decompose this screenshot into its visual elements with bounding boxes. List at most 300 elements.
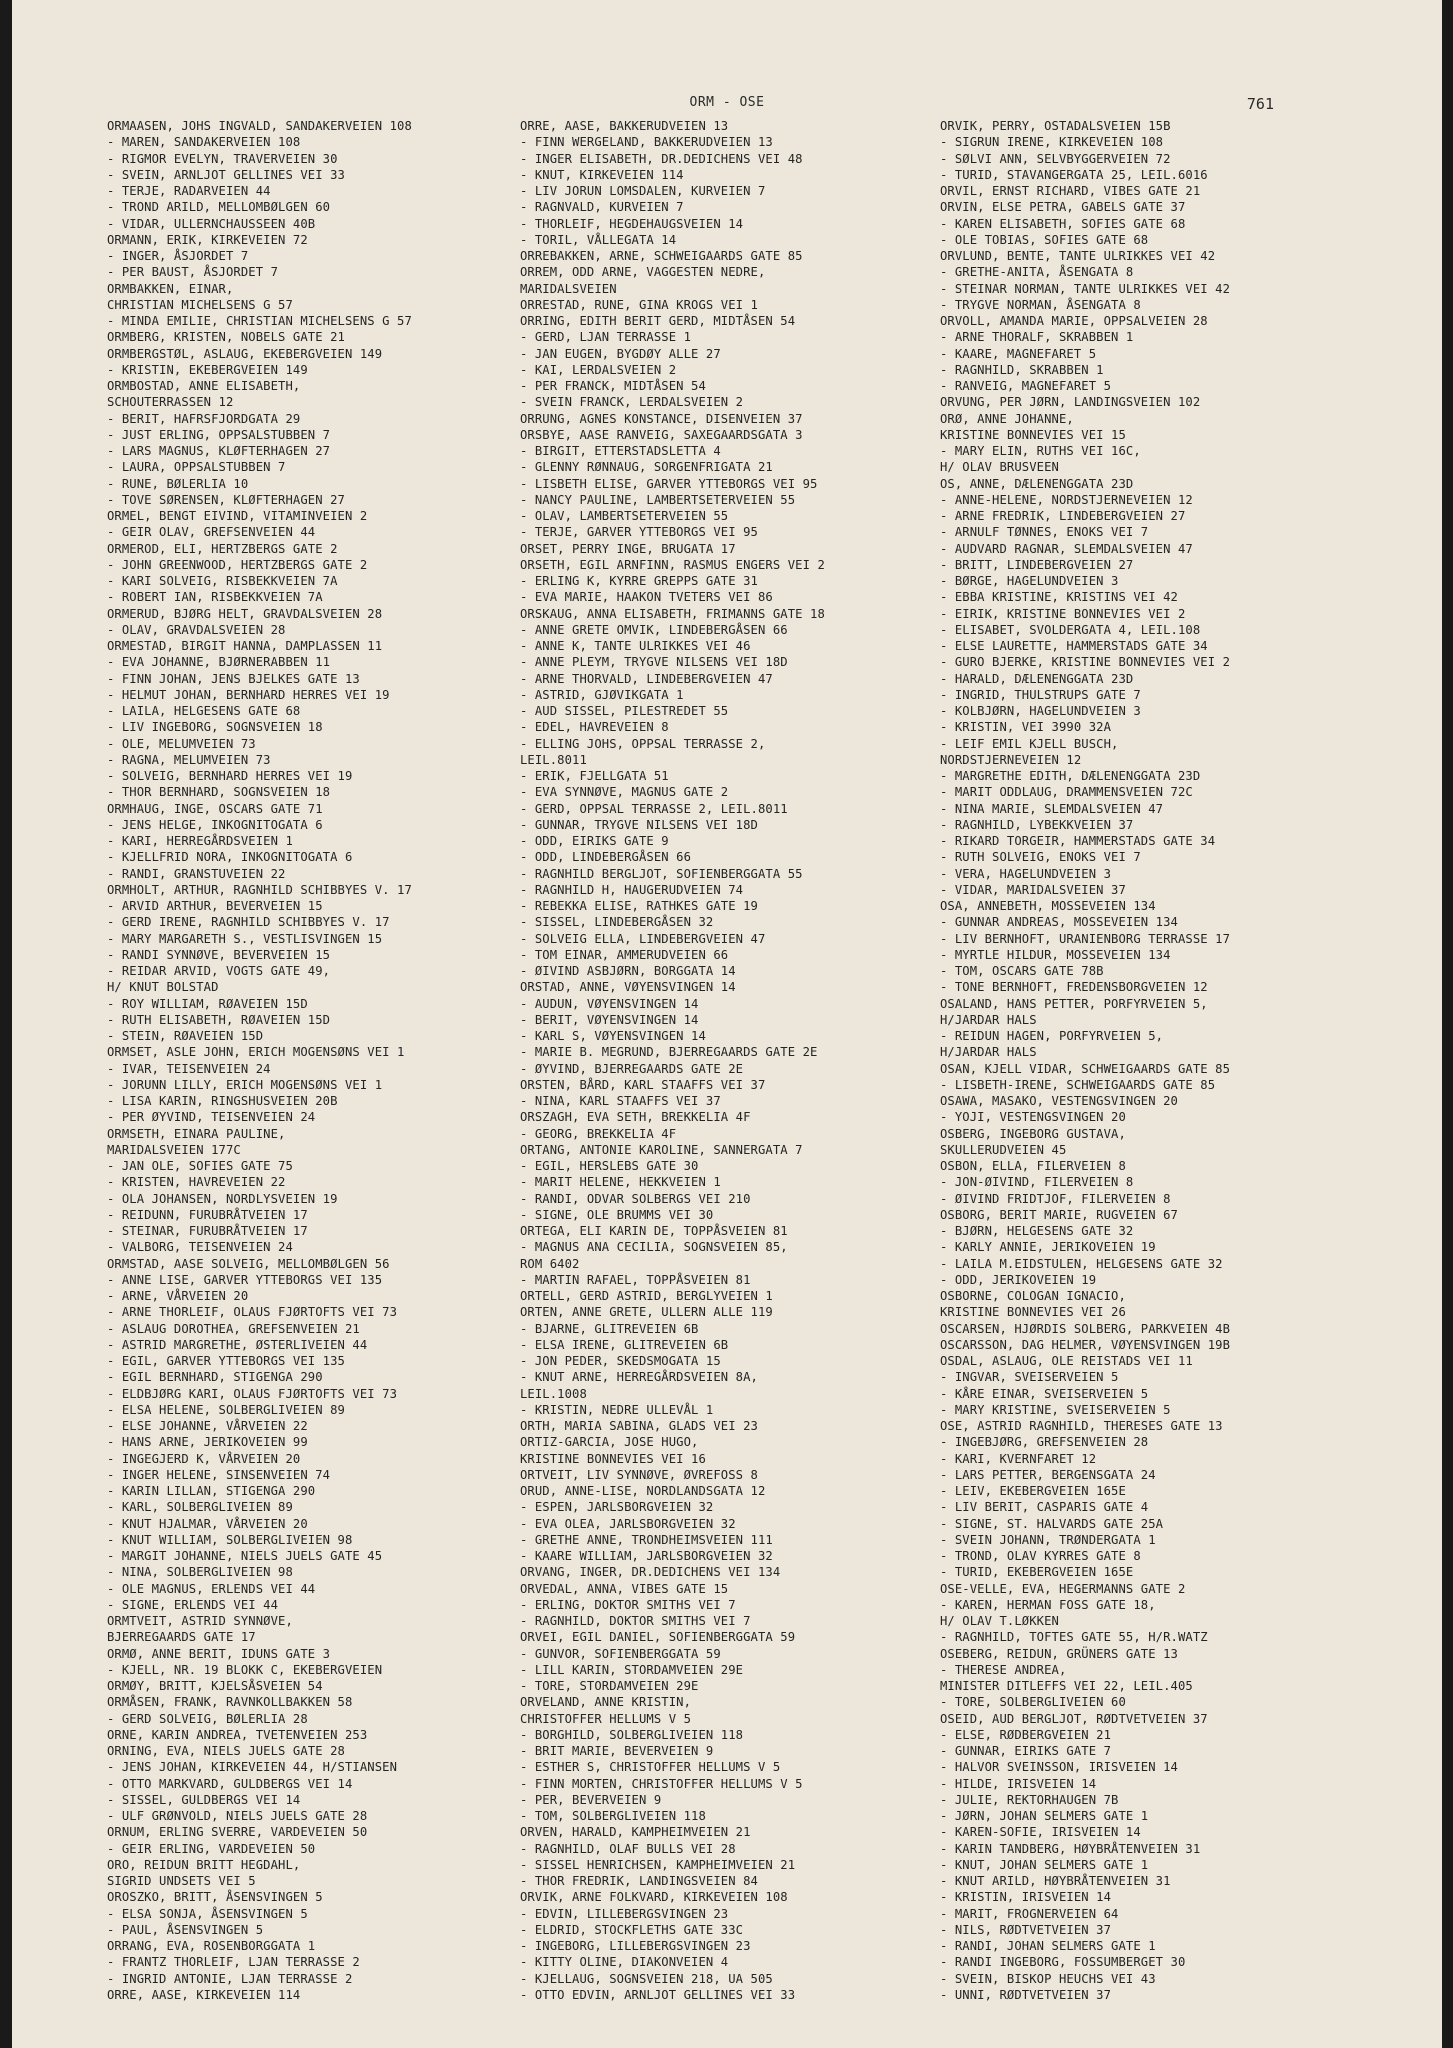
directory-entry: - ELSE, RØDBERGVEIEN 21 xyxy=(940,1727,1112,1742)
directory-entry: LEIL.1008 xyxy=(520,1386,587,1401)
directory-entry: - KNUT ARNE, HERREGÅRDSVEIEN 8A, xyxy=(520,1370,758,1385)
directory-entry: ORVANG, INGER, DR.DEDICHENS VEI 134 xyxy=(520,1565,781,1580)
directory-entry: - TORIL, VÅLLEGATA 14 xyxy=(520,232,677,247)
directory-entry: ORMHOLT, ARTHUR, RAGNHILD SCHIBBYES V. 17 xyxy=(107,882,412,897)
directory-entry: - KÅRE EINAR, SVEISERVEIEN 5 xyxy=(940,1386,1149,1401)
directory-entry: - NINA, SOLBERGLIVEIEN 98 xyxy=(107,1565,293,1580)
directory-entry: OSDAL, ASLAUG, OLE REISTADS VEI 11 xyxy=(940,1354,1193,1368)
directory-entry: - INGRID ANTONIE, LJAN TERRASSE 2 xyxy=(107,1971,353,1986)
directory-entry: ORTIZ-GARCIA, JOSE HUGO, xyxy=(520,1435,699,1450)
directory-entry: - GUNNAR, TRYGVE NILSENS VEI 18D xyxy=(520,817,758,832)
directory-entry: SKULLERUDVEIEN 45 xyxy=(940,1142,1067,1157)
directory-entry: - KARIN TANDBERG, HØYBRÅTENVEIEN 31 xyxy=(940,1841,1201,1856)
directory-entry: - BERIT, HAFRSFJORDGATA 29 xyxy=(107,411,301,426)
directory-entry: - TORE, SOLBERGLIVEIEN 60 xyxy=(940,1695,1126,1710)
directory-entry: - GEIR OLAV, GREFSENVEIEN 44 xyxy=(107,525,316,540)
directory-entry: - GRETHE-ANITA, ÅSENGATA 8 xyxy=(940,265,1134,280)
directory-entry: - SOLVEIG, BERNHARD HERRES VEI 19 xyxy=(107,769,353,783)
directory-entry: - HELMUT JOHAN, BERNHARD HERRES VEI 19 xyxy=(107,687,390,702)
directory-entry: - KNUT HJALMAR, VÅRVEIEN 20 xyxy=(107,1516,308,1531)
directory-entry: - RAGNVALD, KURVEIEN 7 xyxy=(520,200,684,215)
directory-entry: ORMHAUG, INGE, OSCARS GATE 71 xyxy=(107,801,323,816)
directory-entry: - BRIT MARIE, BEVERVEIEN 9 xyxy=(520,1744,714,1758)
directory-entry: - NINA MARIE, SLEMDALSVEIEN 47 xyxy=(940,801,1164,816)
directory-entry: OSBERG, INGEBORG GUSTAVA, xyxy=(940,1126,1126,1141)
directory-entry: - ASTRID, GJØVIKGATA 1 xyxy=(520,687,684,702)
directory-entry: - SISSEL, LINDEBERGÅSEN 32 xyxy=(520,915,714,930)
directory-entry: - INGER HELENE, SINSENVEIEN 74 xyxy=(107,1467,331,1482)
directory-entry: - KAI, LERDALSVEIEN 2 xyxy=(520,362,677,377)
directory-entry: - BERIT, VØYENSVINGEN 14 xyxy=(520,1012,699,1027)
directory-entry: OSBON, ELLA, FILERVEIEN 8 xyxy=(940,1159,1126,1173)
directory-entry: - TURID, STAVANGERGATA 25, LEIL.6016 xyxy=(940,167,1208,182)
directory-entry: OSCARSEN, HJØRDIS SOLBERG, PARKVEIEN 4B xyxy=(940,1321,1231,1336)
directory-entry: - MARGIT JOHANNE, NIELS JUELS GATE 45 xyxy=(107,1549,383,1563)
directory-entry: - OLE TOBIAS, SOFIES GATE 68 xyxy=(940,232,1149,247)
directory-entry: - JENS JOHAN, KIRKEVEIEN 44, H/STIANSEN xyxy=(107,1760,398,1775)
directory-entry: - SIGNE, ST. HALVARDS GATE 25A xyxy=(940,1516,1164,1531)
directory-entry: - TERJE, GARVER YTTEBORGS VEI 95 xyxy=(520,525,758,540)
directory-entry: - GEORG, BREKKELIA 4F xyxy=(520,1126,677,1141)
directory-entry: ORVEDAL, ANNA, VIBES GATE 15 xyxy=(520,1581,729,1596)
directory-entry: ORMTVEIT, ASTRID SYNNØVE, xyxy=(107,1614,293,1628)
directory-entry: - GERD, OPPSAL TERRASSE 2, LEIL.8011 xyxy=(520,801,788,816)
directory-entry: - INGEGJERD K, VÅRVEIEN 20 xyxy=(107,1451,301,1466)
directory-entry: - PER BAUST, ÅSJORDET 7 xyxy=(107,265,279,280)
directory-page xyxy=(12,0,1442,2048)
directory-entry: ORMÅSEN, FRANK, RAVNKOLLBAKKEN 58 xyxy=(107,1695,353,1710)
directory-entry: - EVA OLEA, JARLSBORGVEIEN 32 xyxy=(520,1516,736,1531)
directory-entry: - THOR BERNHARD, SOGNSVEIEN 18 xyxy=(107,785,331,800)
directory-entry: - TOM, OSCARS GATE 78B xyxy=(940,964,1104,978)
directory-entry: ORMANN, ERIK, KIRKEVEIEN 72 xyxy=(107,232,308,247)
directory-entry: ORSETH, EGIL ARNFINN, RASMUS ENGERS VEI 2 xyxy=(520,557,825,572)
directory-entry: - MARGRETHE EDITH, DÆLENENGGATA 23D xyxy=(940,769,1201,783)
directory-entry: ORTELL, GERD ASTRID, BERGLYVEIEN 1 xyxy=(520,1289,773,1303)
directory-entry: - RIKARD TORGEIR, HAMMERSTADS GATE 34 xyxy=(940,834,1216,848)
directory-entry: - ARNE THORALF, SKRABBEN 1 xyxy=(940,330,1134,345)
directory-entry: ORVOLL, AMANDA MARIE, OPPSALVEIEN 28 xyxy=(940,314,1208,328)
directory-entry: ORNING, EVA, NIELS JUELS GATE 28 xyxy=(107,1744,345,1758)
directory-entry: ORVELAND, ANNE KRISTIN, xyxy=(520,1695,692,1710)
directory-entry: - REBEKKA ELISE, RATHKES GATE 19 xyxy=(520,899,758,913)
directory-entry: - MARY MARGARETH S., VESTLISVINGEN 15 xyxy=(107,931,383,946)
directory-entry: - KAREN, HERMAN FOSS GATE 18, xyxy=(940,1597,1156,1612)
directory-entry: - EVA MARIE, HAAKON TVETERS VEI 86 xyxy=(520,590,773,605)
directory-entry: ORVEI, EGIL DANIEL, SOFIENBERGGATA 59 xyxy=(520,1630,796,1645)
directory-entry: CHRISTIAN MICHELSENS G 57 xyxy=(107,297,293,312)
directory-entry: - PER FRANCK, MIDTÅSEN 54 xyxy=(520,379,706,393)
directory-entry: MARIDALSVEIEN 177C xyxy=(107,1142,241,1157)
directory-entry: - HILDE, IRISVEIEN 14 xyxy=(940,1776,1097,1791)
directory-entry: - NINA, KARL STAAFFS VEI 37 xyxy=(520,1094,721,1108)
directory-entry: - STEINAR NORMAN, TANTE ULRIKKES VEI 42 xyxy=(940,281,1231,296)
directory-entry: - REIDUNN, FURUBRÅTVEIEN 17 xyxy=(107,1207,308,1222)
directory-entry: - OTTO EDVIN, ARNLJOT GELLINES VEI 33 xyxy=(520,1987,796,2002)
directory-entry: KRISTINE BONNEVIES VEI 15 xyxy=(940,427,1126,442)
directory-entry: - JOHN GREENWOOD, HERTZBERGS GATE 2 xyxy=(107,557,368,572)
directory-entry: - VERA, HAGELUNDVEIEN 3 xyxy=(940,866,1112,881)
directory-entry: - ULF GRØNVOLD, NIELS JUELS GATE 28 xyxy=(107,1809,368,1823)
directory-entry: - MARIE B. MEGRUND, BJERREGAARDS GATE 2E xyxy=(520,1045,818,1060)
directory-entry: - TROND, OLAV KYRRES GATE 8 xyxy=(940,1549,1141,1563)
directory-entry: - EDEL, HAVREVEIEN 8 xyxy=(520,720,669,735)
page-number: 761 xyxy=(1246,95,1274,113)
directory-entry: - JUST ERLING, OPPSALSTUBBEN 7 xyxy=(107,427,331,442)
directory-entry: - ELISABET, SVOLDERGATA 4, LEIL.108 xyxy=(940,622,1201,637)
directory-entry: CHRISTOFFER HELLUMS V 5 xyxy=(520,1711,692,1726)
directory-entry: - RANVEIG, MAGNEFARET 5 xyxy=(940,379,1112,393)
directory-entry: ORMØY, BRITT, KJELSÅSVEIEN 54 xyxy=(107,1679,323,1693)
directory-entry: - EVA JOHANNE, BJØRNERABBEN 11 xyxy=(107,655,331,670)
directory-entry: - BØRGE, HAGELUNDVEIEN 3 xyxy=(940,574,1119,588)
directory-entry: - RANDI, ODVAR SOLBERGS VEI 210 xyxy=(520,1191,751,1206)
directory-entry: - MINDA EMILIE, CHRISTIAN MICHELSENS G 57 xyxy=(107,314,412,328)
directory-entry: ORSBYE, AASE RANVEIG, SAXEGAARDSGATA 3 xyxy=(520,427,803,442)
directory-entry: - RAGNHILD H, HAUGERUDVEIEN 74 xyxy=(520,882,744,897)
directory-entry: - SIGNE, ERLENDS VEI 44 xyxy=(107,1597,279,1612)
directory-entry: ORRANG, EVA, ROSENBORGGATA 1 xyxy=(107,1939,316,1953)
directory-column-2 xyxy=(520,118,920,2003)
directory-entry: ORRING, EDITH BERIT GERD, MIDTÅSEN 54 xyxy=(520,314,796,328)
directory-entry: - LEIF EMIL KJELL BUSCH, xyxy=(940,736,1119,751)
directory-entry: - TOM EINAR, AMMERUDVEIEN 66 xyxy=(520,947,729,962)
directory-entry: - ODD, JERIKOVEIEN 19 xyxy=(940,1272,1097,1287)
directory-entry: - TONE BERNHOFT, FREDENSBORGVEIEN 12 xyxy=(940,980,1208,995)
directory-entry: - LEIV, EKEBERGVEIEN 165E xyxy=(940,1484,1126,1498)
directory-entry: - RIGMOR EVELYN, TRAVERVEIEN 30 xyxy=(107,151,338,166)
directory-entry: - NANCY PAULINE, LAMBERTSETERVEIEN 55 xyxy=(520,492,796,507)
directory-entry: - KJELLFRID NORA, INKOGNITOGATA 6 xyxy=(107,850,353,865)
directory-entry: - EIRIK, KRISTINE BONNEVIES VEI 2 xyxy=(940,606,1186,621)
directory-entry: - IVAR, TEISENVEIEN 24 xyxy=(107,1061,271,1076)
directory-entry: LEIL.8011 xyxy=(520,752,587,767)
directory-entry: - VALBORG, TEISENVEIEN 24 xyxy=(107,1240,293,1255)
directory-entry: - ANNE-HELENE, NORDSTJERNEVEIEN 12 xyxy=(940,492,1193,507)
directory-entry: - MAGNUS ANA CECILIA, SOGNSVEIEN 85, xyxy=(520,1240,788,1255)
directory-entry: ORMBERG, KRISTEN, NOBELS GATE 21 xyxy=(107,330,345,345)
directory-entry: OSA, ANNEBETH, MOSSEVEIEN 134 xyxy=(940,899,1156,913)
page-header-range: ORM - OSE xyxy=(689,95,765,110)
directory-entry: ORRUNG, AGNES KONSTANCE, DISENVEIEN 37 xyxy=(520,411,803,426)
directory-entry: - AUD SISSEL, PILESTREDET 55 xyxy=(520,704,729,718)
directory-entry: - ELSA SONJA, ÅSENSVINGEN 5 xyxy=(107,1906,308,1921)
directory-entry: - ARNE FREDRIK, LINDEBERGVEIEN 27 xyxy=(940,509,1186,523)
directory-entry: - ERLING K, KYRRE GREPPS GATE 31 xyxy=(520,574,758,588)
directory-entry: - SVEIN, ARNLJOT GELLINES VEI 33 xyxy=(107,167,345,182)
directory-entry: - LARS MAGNUS, KLØFTERHAGEN 27 xyxy=(107,444,331,458)
directory-entry: - ELSA IRENE, GLITREVEIEN 6B xyxy=(520,1337,729,1352)
directory-entry: - HANS ARNE, JERIKOVEIEN 99 xyxy=(107,1435,308,1450)
directory-entry: OSAWA, MASAKO, VESTENGSVINGEN 20 xyxy=(940,1094,1178,1108)
directory-entry: ORTANG, ANTONIE KAROLINE, SANNERGATA 7 xyxy=(520,1142,803,1157)
directory-entry: - LIV JORUN LOMSDALEN, KURVEIEN 7 xyxy=(520,184,766,198)
directory-entry: OROSZKO, BRITT, ÅSENSVINGEN 5 xyxy=(107,1890,323,1905)
directory-entry: - FINN MORTEN, CHRISTOFFER HELLUMS V 5 xyxy=(520,1776,803,1791)
directory-entry: - KITTY OLINE, DIAKONVEIEN 4 xyxy=(520,1955,729,1970)
directory-entry: - ROBERT IAN, RISBEKKVEIEN 7A xyxy=(107,590,323,605)
directory-entry: - RANDI, JOHAN SELMERS GATE 1 xyxy=(940,1939,1156,1953)
directory-entry: ORMEL, BENGT EIVIND, VITAMINVEIEN 2 xyxy=(107,509,368,523)
directory-entry: - ANNE LISE, GARVER YTTEBORGS VEI 135 xyxy=(107,1272,383,1287)
directory-entry: - EGIL, HERSLEBS GATE 30 xyxy=(520,1159,699,1173)
directory-entry: - VIDAR, MARIDALSVEIEN 37 xyxy=(940,882,1126,897)
directory-entry: MARIDALSVEIEN xyxy=(520,281,617,296)
directory-entry: - FRANTZ THORLEIF, LJAN TERRASSE 2 xyxy=(107,1955,360,1970)
directory-entry: - ASTRID MARGRETHE, ØSTERLIVEIEN 44 xyxy=(107,1337,368,1352)
directory-entry: - LAURA, OPPSALSTUBBEN 7 xyxy=(107,460,286,475)
directory-entry: - GUNNAR ANDREAS, MOSSEVEIEN 134 xyxy=(940,915,1178,930)
directory-entry: - SVEIN, BISKOP HEUCHS VEI 43 xyxy=(940,1971,1156,1986)
directory-entry: SCHOUTERRASSEN 12 xyxy=(107,395,234,410)
directory-entry: - PER ØYVIND, TEISENVEIEN 24 xyxy=(107,1110,316,1125)
directory-entry: - JORUNN LILLY, ERICH MOGENSØNS VEI 1 xyxy=(107,1077,383,1092)
directory-entry: OS, ANNE, DÆLENENGGATA 23D xyxy=(940,476,1134,491)
directory-entry: - FINN WERGELAND, BAKKERUDVEIEN 13 xyxy=(520,135,773,150)
directory-entry: - LIV INGEBORG, SOGNSVEIEN 18 xyxy=(107,720,323,735)
directory-entry: OSBORG, BERIT MARIE, RUGVEIEN 67 xyxy=(940,1207,1178,1222)
directory-entry: - RANDI INGEBORG, FOSSUMBERGET 30 xyxy=(940,1955,1186,1970)
directory-entry: - RAGNHILD BERGLJOT, SOFIENBERGGATA 55 xyxy=(520,866,803,881)
directory-entry: ORRESTAD, RUNE, GINA KROGS VEI 1 xyxy=(520,297,758,312)
directory-entry: - RANDI, GRANSTUVEIEN 22 xyxy=(107,866,286,881)
directory-entry: - GEIR ERLING, VARDEVEIEN 50 xyxy=(107,1841,316,1856)
directory-entry: KRISTINE BONNEVIES VEI 26 xyxy=(940,1305,1126,1320)
directory-entry: - SØLVI ANN, SELVBYGGERVEIEN 72 xyxy=(940,151,1171,166)
directory-entry: - ELSA HELENE, SOLBERGLIVEIEN 89 xyxy=(107,1402,345,1417)
directory-entry: - SIGNE, OLE BRUMMS VEI 30 xyxy=(520,1207,714,1222)
directory-entry: - KARL S, VØYENSVINGEN 14 xyxy=(520,1029,706,1043)
directory-entry: - KRISTIN, IRISVEIEN 14 xyxy=(940,1890,1112,1905)
directory-entry: - LISBETH-IRENE, SCHWEIGAARDS GATE 85 xyxy=(940,1077,1216,1092)
directory-entry: - ELSE JOHANNE, VÅRVEIEN 22 xyxy=(107,1419,308,1433)
directory-entry: - KRISTEN, HAVREVEIEN 22 xyxy=(107,1175,286,1190)
directory-entry: ORMEROD, ELI, HERTZBERGS GATE 2 xyxy=(107,541,338,556)
directory-entry: - MAREN, SANDAKERVEIEN 108 xyxy=(107,135,301,150)
directory-entry: ORMSTAD, AASE SOLVEIG, MELLOMBØLGEN 56 xyxy=(107,1256,390,1271)
directory-entry: - ELLING JOHS, OPPSAL TERRASSE 2, xyxy=(520,736,766,751)
directory-entry: - ESPEN, JARLSBORGVEIEN 32 xyxy=(520,1500,714,1515)
directory-entry: - ARNE THORLEIF, OLAUS FJØRTOFTS VEI 73 xyxy=(107,1305,398,1320)
directory-entry: ORUD, ANNE-LISE, NORDLANDSGATA 12 xyxy=(520,1484,766,1498)
directory-entry: - KRISTIN, NEDRE ULLEVÅL 1 xyxy=(520,1402,714,1417)
directory-entry: - KJELL, NR. 19 BLOKK C, EKEBERGVEIEN xyxy=(107,1662,383,1677)
directory-entry: - KNUT, JOHAN SELMERS GATE 1 xyxy=(940,1857,1149,1872)
directory-entry: - JØRN, JOHAN SELMERS GATE 1 xyxy=(940,1809,1149,1823)
directory-entry: - BJARNE, GLITREVEIEN 6B xyxy=(520,1321,699,1336)
directory-entry: - GUNVOR, SOFIENBERGGATA 59 xyxy=(520,1646,721,1661)
directory-entry: - KOLBJØRN, HAGELUNDVEIEN 3 xyxy=(940,704,1141,718)
directory-entry: - KNUT ARILD, HØYBRÅTENVEIEN 31 xyxy=(940,1874,1171,1888)
directory-entry: - ELDRID, STOCKFLETHS GATE 33C xyxy=(520,1922,744,1937)
directory-entry: - EVA SYNNØVE, MAGNUS GATE 2 xyxy=(520,785,729,800)
directory-entry: - THOR FREDRIK, LANDINGSVEIEN 84 xyxy=(520,1874,758,1888)
directory-entry: - JAN EUGEN, BYGDØY ALLE 27 xyxy=(520,346,721,361)
directory-entry: - RAGNHILD, LYBEKKVEIEN 37 xyxy=(940,817,1134,832)
directory-entry: - ELDBJØRG KARI, OLAUS FJØRTOFTS VEI 73 xyxy=(107,1386,398,1401)
directory-entry: ORRE, AASE, BAKKERUDVEIEN 13 xyxy=(520,119,729,133)
directory-entry: - KARI, HERREGÅRDSVEIEN 1 xyxy=(107,834,293,848)
directory-entry: - KARI, KVERNFARET 12 xyxy=(940,1451,1097,1466)
directory-entry: - KNUT WILLIAM, SOLBERGLIVEIEN 98 xyxy=(107,1532,353,1547)
directory-entry: - MARIT HELENE, HEKKVEIEN 1 xyxy=(520,1175,721,1190)
directory-entry: - LISA KARIN, RINGSHUSVEIEN 20B xyxy=(107,1094,338,1108)
directory-entry: OSEID, AUD BERGLJOT, RØDTVETVEIEN 37 xyxy=(940,1711,1208,1726)
directory-entry: - LIV BERIT, CASPARIS GATE 4 xyxy=(940,1500,1149,1515)
directory-entry: MINISTER DITLEFFS VEI 22, LEIL.405 xyxy=(940,1679,1193,1693)
directory-entry: - THERESE ANDREA, xyxy=(940,1662,1067,1677)
directory-entry: - HALVOR SVEINSSON, IRISVEIEN 14 xyxy=(940,1760,1178,1775)
directory-entry: - BORGHILD, SOLBERGLIVEIEN 118 xyxy=(520,1727,744,1742)
directory-entry: - ARNE, VÅRVEIEN 20 xyxy=(107,1289,249,1303)
directory-entry: - SOLVEIG ELLA, LINDEBERGVEIEN 47 xyxy=(520,931,766,946)
directory-entry: - MARIT ODDLAUG, DRAMMENSVEIEN 72C xyxy=(940,785,1193,800)
directory-entry: - INGRID, THULSTRUPS GATE 7 xyxy=(940,687,1141,702)
directory-entry: - ANNE GRETE OMVIK, LINDEBERGÅSEN 66 xyxy=(520,622,788,637)
directory-entry: - INGEBORG, LILLEBERGSVINGEN 23 xyxy=(520,1939,751,1953)
directory-entry: - ØIVIND ASBJØRN, BORGGATA 14 xyxy=(520,964,736,978)
directory-column-1 xyxy=(107,118,507,2003)
directory-entry: - GERD, LJAN TERRASSE 1 xyxy=(520,330,692,345)
directory-entry: - BRITT, LINDEBERGVEIEN 27 xyxy=(940,557,1134,572)
directory-entry: - ODD, EIRIKS GATE 9 xyxy=(520,834,669,848)
directory-entry: - JAN OLE, SOFIES GATE 75 xyxy=(107,1159,293,1173)
directory-entry: - KARLY ANNIE, JERIKOVEIEN 19 xyxy=(940,1240,1156,1255)
directory-entry: - TRYGVE NORMAN, ÅSENGATA 8 xyxy=(940,297,1141,312)
directory-entry: ORSKAUG, ANNA ELISABETH, FRIMANNS GATE 18 xyxy=(520,606,825,621)
directory-entry: - TOVE SØRENSEN, KLØFTERHAGEN 27 xyxy=(107,492,345,507)
directory-entry: - TURID, EKEBERGVEIEN 165E xyxy=(940,1565,1134,1580)
directory-entry: - RAGNHILD, OLAF BULLS VEI 28 xyxy=(520,1841,736,1856)
directory-entry: ORMAASEN, JOHS INGVALD, SANDAKERVEIEN 108 xyxy=(107,119,412,133)
directory-entry: - NILS, RØDTVETVEIEN 37 xyxy=(940,1922,1112,1937)
directory-entry: - GRETHE ANNE, TRONDHEIMSVEIEN 111 xyxy=(520,1532,773,1547)
directory-entry: - OTTO MARKVARD, GULDBERGS VEI 14 xyxy=(107,1776,353,1791)
directory-entry: - TOM, SOLBERGLIVEIEN 118 xyxy=(520,1809,706,1823)
directory-entry: H/ OLAV BRUSVEEN xyxy=(940,460,1059,475)
directory-entry: ORVIK, PERRY, OSTADALSVEIEN 15B xyxy=(940,119,1171,133)
directory-entry: - ROY WILLIAM, RØAVEIEN 15D xyxy=(107,996,308,1011)
directory-entry: H/ KNUT BOLSTAD xyxy=(107,980,219,995)
directory-entry: - SVEIN FRANCK, LERDALSVEIEN 2 xyxy=(520,395,744,410)
directory-entry: - INGER, ÅSJORDET 7 xyxy=(107,249,249,263)
directory-entry: - INGVAR, SVEISERVEIEN 5 xyxy=(940,1370,1119,1385)
directory-entry: - ESTHER S, CHRISTOFFER HELLUMS V 5 xyxy=(520,1760,781,1775)
directory-entry: ORVIN, ELSE PETRA, GABELS GATE 37 xyxy=(940,200,1186,215)
directory-entry: ORØ, ANNE JOHANNE, xyxy=(940,411,1074,426)
directory-entry: - JON-ØIVIND, FILERVEIEN 8 xyxy=(940,1175,1134,1190)
directory-entry: ORSZAGH, EVA SETH, BREKKELIA 4F xyxy=(520,1110,751,1125)
directory-entry: - EGIL, GARVER YTTEBORGS VEI 135 xyxy=(107,1354,345,1368)
directory-entry: ORMSET, ASLE JOHN, ERICH MOGENSØNS VEI 1 xyxy=(107,1045,405,1060)
directory-entry: - KJELLAUG, SOGNSVEIEN 218, UA 505 xyxy=(520,1971,773,1986)
directory-entry: - ASLAUG DOROTHEA, GREFSENVEIEN 21 xyxy=(107,1321,360,1336)
directory-entry: - LARS PETTER, BERGENSGATA 24 xyxy=(940,1467,1156,1482)
directory-entry: - RUTH ELISABETH, RØAVEIEN 15D xyxy=(107,1012,331,1027)
directory-entry: - MARTIN RAFAEL, TOPPÅSVEIEN 81 xyxy=(520,1272,751,1287)
directory-entry: NORDSTJERNEVEIEN 12 xyxy=(940,752,1082,767)
directory-entry: - KARL, SOLBERGLIVEIEN 89 xyxy=(107,1500,293,1515)
directory-entry: - TORE, STORDAMVEIEN 29E xyxy=(520,1679,699,1693)
directory-entry: ORMSETH, EINARA PAULINE, xyxy=(107,1126,286,1141)
directory-entry: - BIRGIT, ETTERSTADSLETTA 4 xyxy=(520,444,721,458)
directory-entry: - MYRTLE HILDUR, MOSSEVEIEN 134 xyxy=(940,947,1171,962)
directory-entry: ORMERUD, BJØRG HELT, GRAVDALSVEIEN 28 xyxy=(107,606,383,621)
directory-entry: - PER, BEVERVEIEN 9 xyxy=(520,1792,662,1807)
directory-entry: - SISSEL, GULDBERGS VEI 14 xyxy=(107,1792,301,1807)
directory-entry: - ARNE THORVALD, LINDEBERGVEIEN 47 xyxy=(520,671,773,686)
directory-entry: - GLENNY RØNNAUG, SORGENFRIGATA 21 xyxy=(520,460,773,475)
directory-entry: - ANNE PLEYM, TRYGVE NILSENS VEI 18D xyxy=(520,655,788,670)
directory-entry: - THORLEIF, HEGDEHAUGSVEIEN 14 xyxy=(520,216,744,231)
directory-entry: - REIDAR ARVID, VOGTS GATE 49, xyxy=(107,964,331,978)
directory-entry: - GERD IRENE, RAGNHILD SCHIBBYES V. 17 xyxy=(107,915,390,930)
directory-column-3 xyxy=(940,118,1340,2003)
directory-entry: ORSTEN, BÅRD, KARL STAAFFS VEI 37 xyxy=(520,1077,766,1092)
directory-entry: - GERD SOLVEIG, BØLERLIA 28 xyxy=(107,1711,308,1726)
directory-entry: - JON PEDER, SKEDSMOGATA 15 xyxy=(520,1354,721,1368)
directory-entry: - ANNE K, TANTE ULRIKKES VEI 46 xyxy=(520,639,751,653)
directory-entry: - AUDUN, VØYENSVINGEN 14 xyxy=(520,996,699,1011)
directory-entry: - PAUL, ÅSENSVINGEN 5 xyxy=(107,1922,264,1937)
directory-entry: ORSET, PERRY INGE, BRUGATA 17 xyxy=(520,541,736,556)
directory-entry: ROM 6402 xyxy=(520,1256,580,1271)
directory-entry: ORMBOSTAD, ANNE ELISABETH, xyxy=(107,379,301,393)
directory-entry: - LAILA M.EIDSTULEN, HELGESENS GATE 32 xyxy=(940,1256,1223,1271)
directory-entry: - SVEIN JOHANN, TRØNDERGATA 1 xyxy=(940,1532,1156,1547)
directory-entry: ORVIL, ERNST RICHARD, VIBES GATE 21 xyxy=(940,184,1201,198)
directory-entry: - VIDAR, ULLERNCHAUSSEEN 40B xyxy=(107,216,316,231)
directory-entry: OSEBERG, REIDUN, GRÜNERS GATE 13 xyxy=(940,1646,1178,1661)
directory-entry: - RUNE, BØLERLIA 10 xyxy=(107,476,249,491)
directory-entry: - OLA JOHANSEN, NORDLYSVEIEN 19 xyxy=(107,1191,338,1206)
directory-entry: - SIGRUN IRENE, KIRKEVEIEN 108 xyxy=(940,135,1164,150)
directory-entry: BJERREGAARDS GATE 17 xyxy=(107,1630,256,1645)
directory-entry: ORVLUND, BENTE, TANTE ULRIKKES VEI 42 xyxy=(940,249,1216,263)
directory-entry: - GURO BJERKE, KRISTINE BONNEVIES VEI 2 xyxy=(940,655,1231,670)
directory-entry: ORMBAKKEN, EINAR, xyxy=(107,281,234,296)
directory-entry: - EDVIN, LILLEBERGSVINGEN 23 xyxy=(520,1906,729,1921)
directory-entry: - ODD, LINDEBERGÅSEN 66 xyxy=(520,850,692,865)
directory-entry: H/JARDAR HALS xyxy=(940,1012,1037,1027)
directory-entry: - KAREN ELISABETH, SOFIES GATE 68 xyxy=(940,216,1186,231)
directory-entry: H/JARDAR HALS xyxy=(940,1045,1037,1060)
directory-entry: - RUTH SOLVEIG, ENOKS VEI 7 xyxy=(940,850,1141,865)
directory-entry: H/ OLAV T.LØKKEN xyxy=(940,1614,1059,1628)
directory-entry: - HARALD, DÆLENENGGATA 23D xyxy=(940,671,1134,686)
directory-entry: OSCARSSON, DAG HELMER, VØYENSVINGEN 19B xyxy=(940,1337,1231,1352)
directory-entry: ORVIK, ARNE FOLKVARD, KIRKEVEIEN 108 xyxy=(520,1890,788,1905)
directory-entry: OSBORNE, COLOGAN IGNACIO, xyxy=(940,1289,1126,1303)
directory-entry: - RAGNA, MELUMVEIEN 73 xyxy=(107,752,271,767)
directory-entry: - EGIL BERNHARD, STIGENGA 290 xyxy=(107,1370,323,1385)
directory-entry: - RAGNHILD, DOKTOR SMITHS VEI 7 xyxy=(520,1614,751,1628)
directory-entry: ORNUM, ERLING SVERRE, VARDEVEIEN 50 xyxy=(107,1825,368,1840)
directory-entry: - STEINAR, FURUBRÅTVEIEN 17 xyxy=(107,1224,308,1238)
directory-entry: - KAARE, MAGNEFARET 5 xyxy=(940,346,1097,361)
directory-entry: ORMBERGSTØL, ASLAUG, EKEBERGVEIEN 149 xyxy=(107,346,383,361)
directory-entry: ORSTAD, ANNE, VØYENSVINGEN 14 xyxy=(520,980,736,995)
directory-entry: ORTH, MARIA SABINA, GLADS VEI 23 xyxy=(520,1419,758,1433)
directory-entry: - EBBA KRISTINE, KRISTINS VEI 42 xyxy=(940,590,1178,605)
directory-entry: - MARIT, FROGNERVEIEN 64 xyxy=(940,1906,1119,1921)
directory-entry: - YOJI, VESTENGSVINGEN 20 xyxy=(940,1110,1126,1125)
directory-entry: - KAREN-SOFIE, IRISVEIEN 14 xyxy=(940,1825,1141,1840)
directory-entry: - MARY ELIN, RUTHS VEI 16C, xyxy=(940,444,1141,458)
directory-entry: - OLE MAGNUS, ERLENDS VEI 44 xyxy=(107,1581,316,1596)
directory-entry: - ARNULF TØNNES, ENOKS VEI 7 xyxy=(940,525,1149,540)
directory-entry: KRISTINE BONNEVIES VEI 16 xyxy=(520,1451,706,1466)
